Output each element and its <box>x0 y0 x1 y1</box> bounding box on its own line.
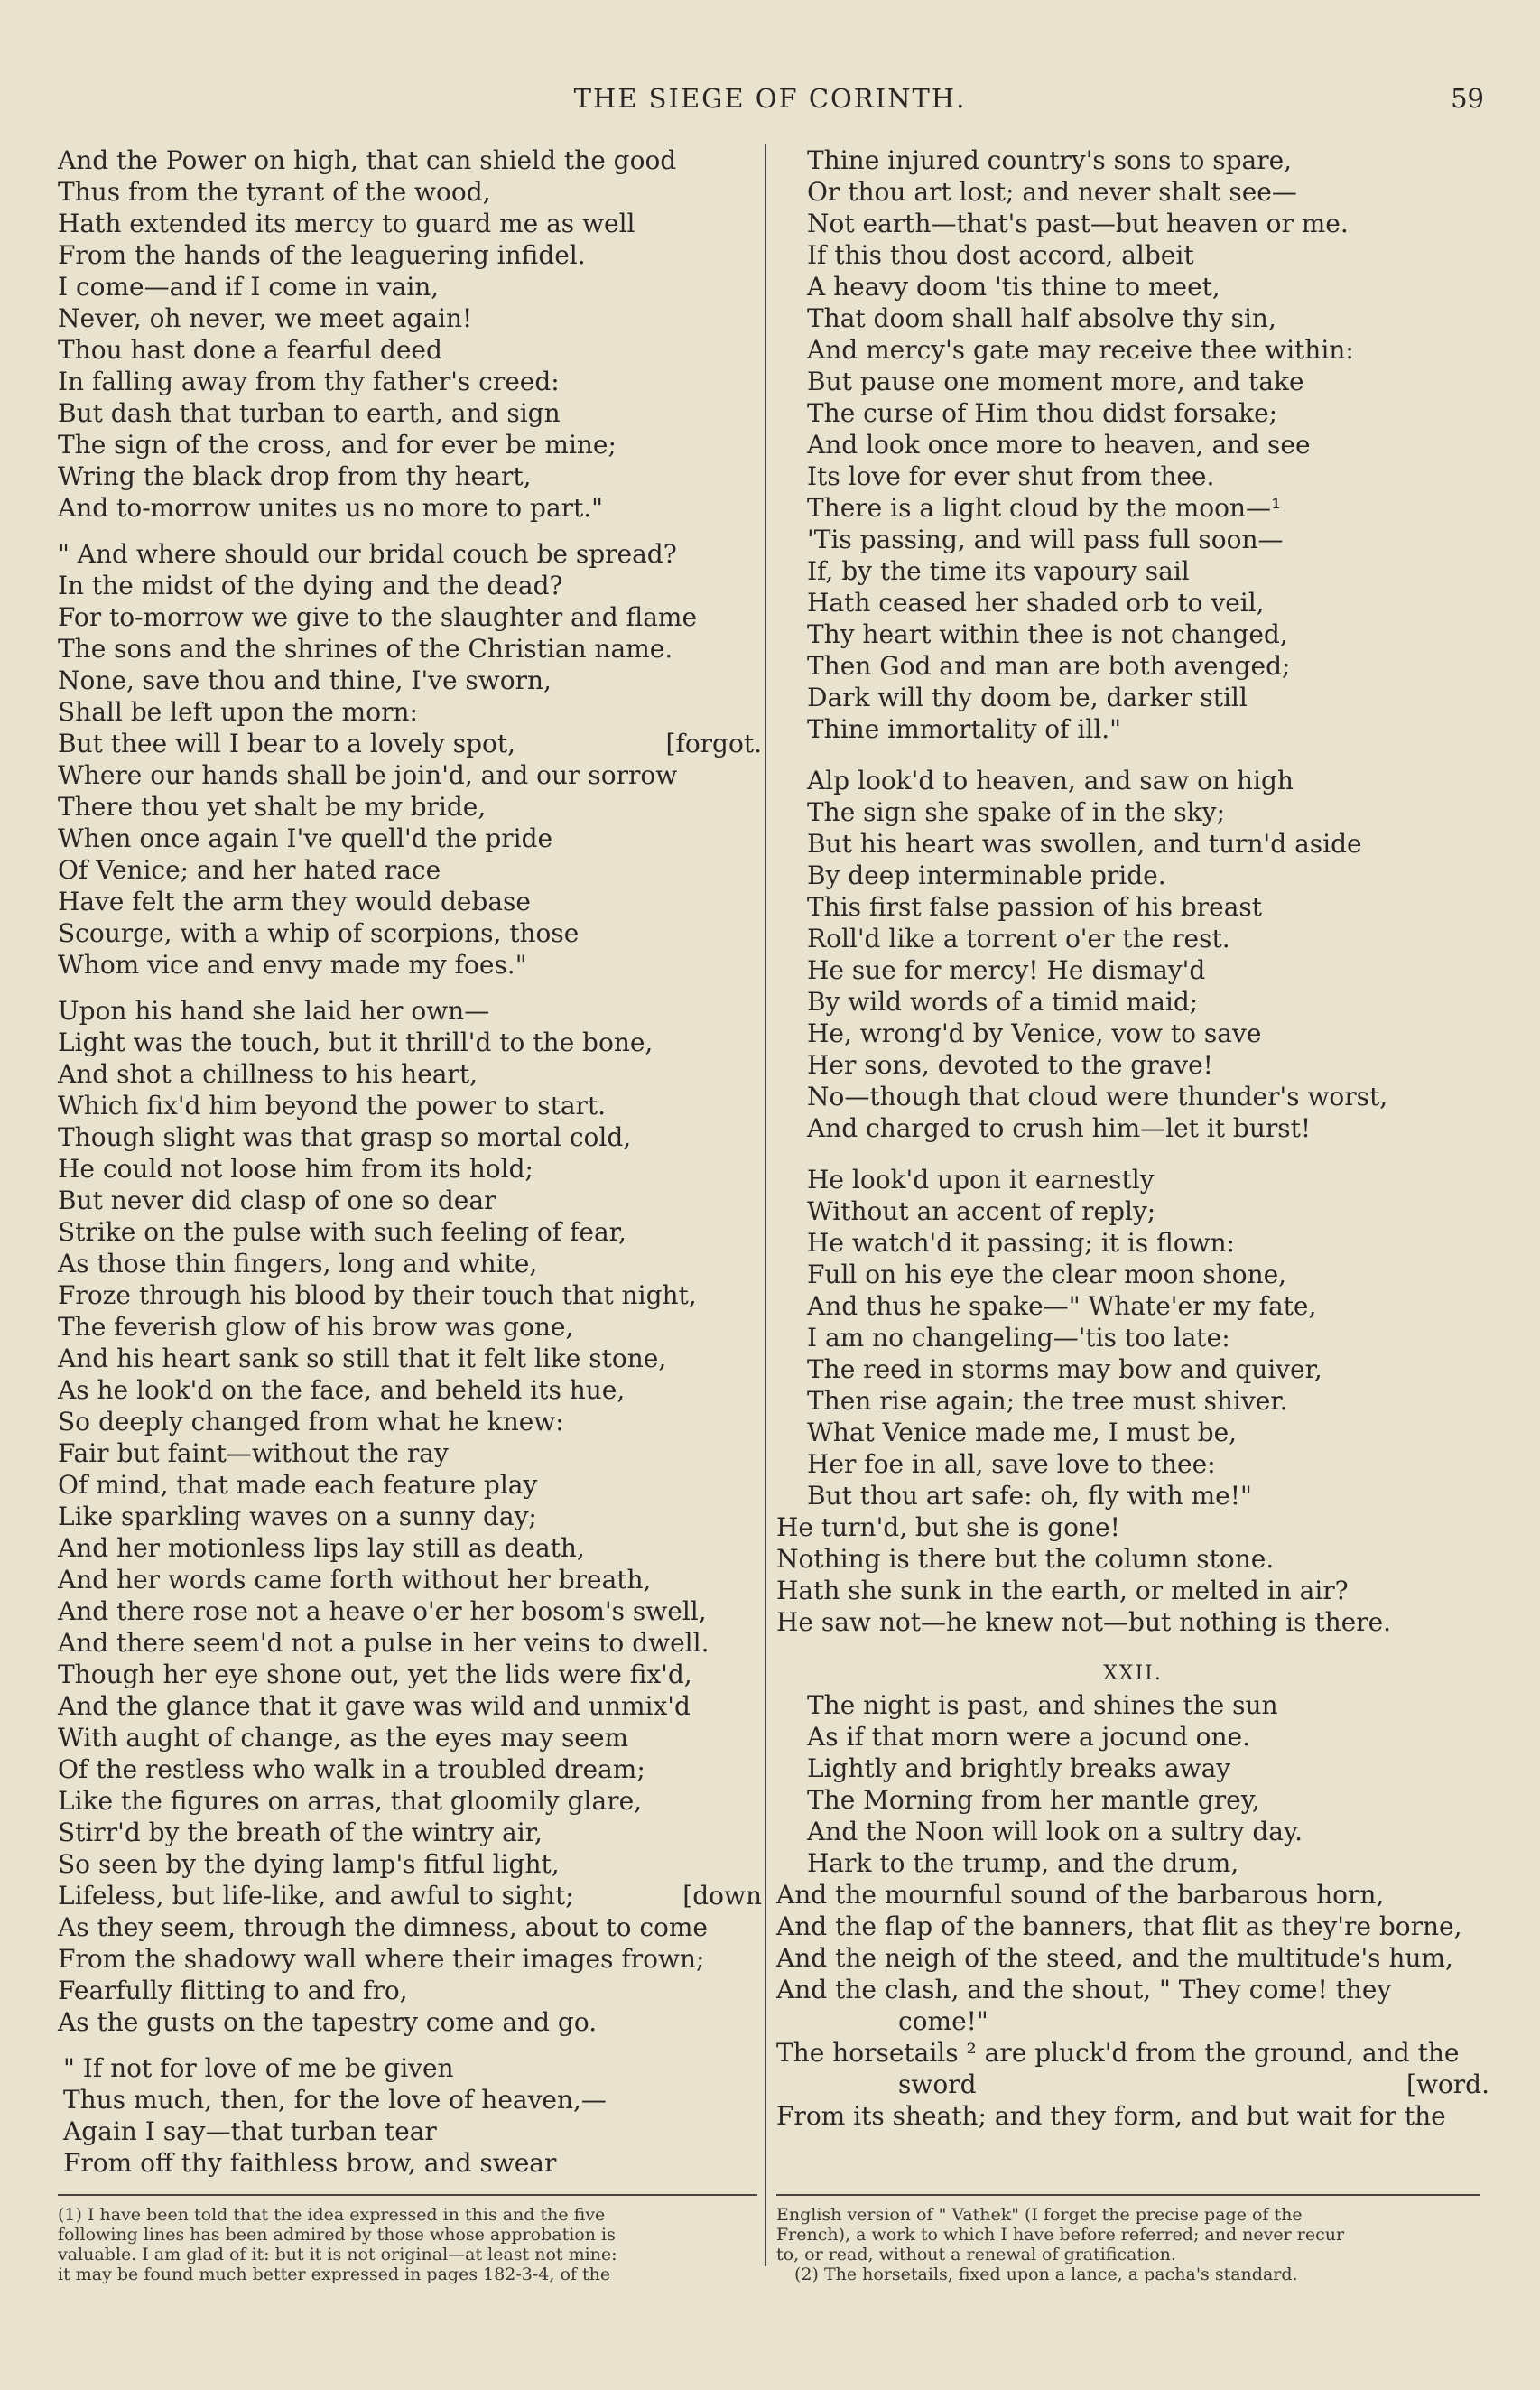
verse-line: Though slight was that grasp so mortal cold, <box>58 1122 632 1152</box>
verse-line: As he look'd on the face, and beheld its hue, <box>58 1375 626 1405</box>
verse-line: As those thin fingers, long and white, <box>58 1249 538 1279</box>
verse-line: And there rose not a heave o'er her bosom's swell, <box>58 1596 707 1626</box>
verse-line: With aught of change, as the eyes may seem <box>58 1723 629 1753</box>
verse-line: That doom shall half absolve thy sin, <box>807 303 1276 333</box>
verse-line: From off thy faithless brow, and swear <box>63 2148 557 2178</box>
verse-line: Stirr'd by the breath of the wintry air, <box>58 1818 543 1847</box>
verse-line: Like the figures on arras, that gloomily glare, <box>58 1786 643 1816</box>
verse-line: From the shadowy wall where their images frown; <box>58 1944 705 1974</box>
verse-line: 'Tis passing, and will pass full soon— <box>807 525 1284 554</box>
verse-line: No—though that cloud were thunder's worst, <box>807 1082 1388 1111</box>
verse-line: Full on his eye the clear moon shone, <box>807 1260 1287 1289</box>
footnotes-right <box>776 2205 1344 2284</box>
footnote-line: (2) The horsetails, fixed upon a lance, a pacha's standard. <box>794 2264 1298 2284</box>
verse-line: Without an accent of reply; <box>807 1196 1156 1226</box>
verse-line: Froze through his blood by their touch that night, <box>58 1280 697 1310</box>
verse-line: And look once more to heaven, and see <box>807 430 1311 460</box>
turnover-word: [forgot. <box>665 729 762 758</box>
footnote-line: following lines has been admired by those whose approbation is <box>58 2225 616 2245</box>
verse-line: The curse of Him thou didst forsake; <box>807 398 1278 428</box>
verse-line: Or thou art lost; and never shalt see— <box>807 177 1297 207</box>
verse-line: He could not loose him from its hold; <box>58 1154 533 1184</box>
verse-line: So seen by the dying lamp's fitful light, <box>58 1849 560 1879</box>
verse-line: Thy heart within thee is not changed, <box>807 619 1288 649</box>
footnote-line: valuable. I am glad of it: but it is not original—at least not mine: <box>58 2245 617 2264</box>
verse-line: And shot a chillness to his heart, <box>58 1059 478 1089</box>
verse-line: Have felt the arm they would debase <box>58 887 531 916</box>
running-title: THE SIEGE OF CORINTH. <box>573 83 967 114</box>
verse-line: But thou art safe: oh, fly with me!" <box>807 1481 1252 1511</box>
verse-line: Of the restless who walk in a troubled dream; <box>58 1754 645 1784</box>
verse-line: And thus he spake—" Whate'er my fate, <box>807 1291 1317 1321</box>
verse-line: So deeply changed from what he knew: <box>58 1407 564 1437</box>
verse-line: As they seem, through the dimness, about to come <box>58 1912 709 1942</box>
verse-line <box>58 728 762 759</box>
verse-line: Thine immortality of ill." <box>807 714 1122 744</box>
verse-line: For to-morrow we give to the slaughter and flame <box>58 602 698 632</box>
verse-line: I am no changeling—'tis too late: <box>807 1323 1230 1353</box>
page-number: 59 <box>1451 83 1484 114</box>
section-number: XXII. <box>1103 1662 1163 1685</box>
verse-line: And the neigh of the steed, and the multitude's hum, <box>776 1943 1453 1973</box>
verse-line: When once again I've quell'd the pride <box>58 823 553 853</box>
verse-line: The reed in storms may bow and quiver, <box>807 1354 1322 1384</box>
verse-line: He, wrong'd by Venice, vow to save <box>807 1018 1262 1048</box>
verse-line: And the clash, and the shout, " They come! they <box>776 1975 1392 2004</box>
verse-line: What Venice made me, I must be, <box>807 1418 1238 1447</box>
verse-line: come!" <box>898 2006 988 2036</box>
footnote-line: French), a work to which I have before referred; and never recur <box>776 2225 1345 2245</box>
verse-line: But pause one moment more, and take <box>807 367 1304 396</box>
verse-line: Thou hast done a fearful deed <box>58 335 442 365</box>
verse-line: From its sheath; and they form, and but wait for the <box>776 2101 1446 2131</box>
verse-line: Hark to the trump, and the drum, <box>807 1848 1239 1878</box>
verse-line: There is a light cloud by the moon—¹ <box>807 493 1282 523</box>
verse-line: Upon his hand she laid her own— <box>58 996 490 1026</box>
verse-line: Lightly and brightly breaks away <box>807 1753 1231 1783</box>
verse-line: And the glance that it gave was wild and unmix'd <box>58 1691 691 1721</box>
verse-line: In the midst of the dying and the dead? <box>58 571 563 600</box>
verse-line: Scourge, with a whip of scorpions, those <box>58 918 580 948</box>
verse-line: And the mournful sound of the barbarous horn, <box>776 1880 1385 1910</box>
verse-line: Whom vice and envy made my foes." <box>58 950 527 980</box>
verse-line: He watch'd it passing; it is flown: <box>807 1228 1236 1258</box>
verse-line: But never did clasp of one so dear <box>58 1186 496 1215</box>
verse-line: Nothing is there but the column stone. <box>776 1544 1275 1574</box>
verse-line: And his heart sank so still that it felt like stone, <box>58 1344 667 1373</box>
verse-text: sword <box>898 2069 977 2099</box>
verse-line: By wild words of a timid maid; <box>807 987 1199 1017</box>
turnover-word: [down <box>682 1881 762 1911</box>
verse-line: Where our hands shall be join'd, and our sorrow <box>58 760 678 790</box>
verse-line: And her motionless lips lay still as death, <box>58 1533 585 1563</box>
verse-line: Thus much, then, for the love of heaven,— <box>63 2085 607 2115</box>
verse-line: Of Venice; and her hated race <box>58 855 441 885</box>
footnote-line: it may be found much better expressed in pages 182-3-4, of the <box>58 2264 611 2284</box>
verse-line: Fearfully flitting to and fro, <box>58 1976 408 2005</box>
verse-line: Never, oh never, we meet again! <box>58 303 473 333</box>
left-column <box>58 144 762 2179</box>
verse-line: The sign of the cross, and for ever be mine; <box>58 430 617 460</box>
verse-line: In falling away from thy father's creed: <box>58 367 560 396</box>
footnote-rule <box>58 2194 757 2196</box>
verse-line: He look'd upon it earnestly <box>807 1165 1155 1195</box>
verse-line: And the flap of the banners, that flit as they're borne, <box>776 1911 1462 1941</box>
verse-line: And there seem'd not a pulse in her veins to dwell. <box>58 1628 710 1658</box>
verse-line: The feverish glow of his brow was gone, <box>58 1312 574 1342</box>
footnote-line: to, or read, without a renewal of gratification. <box>776 2245 1176 2264</box>
verse-line: He saw not—he knew not—but nothing is there. <box>776 1607 1392 1637</box>
verse-line: Then rise again; the tree must shiver. <box>807 1386 1288 1416</box>
column-divider <box>765 144 766 2266</box>
verse-text: Lifeless, but life-like, and awful to sight; <box>58 1881 574 1911</box>
verse-line: And her words came forth without her breath, <box>58 1565 652 1595</box>
footnotes-left <box>58 2205 617 2284</box>
verse-line: As the gusts on the tapestry come and go. <box>58 2007 598 2037</box>
verse-line: Roll'd like a torrent o'er the rest. <box>807 924 1230 953</box>
verse-line: There thou yet shalt be my bride, <box>58 792 487 822</box>
verse-line: The sons and the shrines of the Christian name. <box>58 634 673 664</box>
verse-line: Fair but faint—without the ray <box>58 1438 449 1468</box>
verse-line <box>58 1880 762 1911</box>
verse-line: Hath extended its mercy to guard me as well <box>58 209 635 238</box>
verse-line: Which fix'd him beyond the power to start. <box>58 1091 607 1121</box>
page-header <box>0 83 1540 119</box>
footnote-line: English version of " Vathek" (I forget the precise page of the <box>776 2205 1303 2225</box>
verse-line: Of mind, that made each feature play <box>58 1470 538 1500</box>
verse-line: This first false passion of his breast <box>807 892 1263 922</box>
verse-line: But his heart was swollen, and turn'd aside <box>807 829 1362 859</box>
verse-line: Again I say—that turban tear <box>63 2116 437 2146</box>
verse-line: As if that morn were a jocund one. <box>807 1722 1251 1752</box>
verse-line: From the hands of the leaguering infidel. <box>58 240 586 270</box>
verse-line: Shall be left upon the morn: <box>58 697 418 727</box>
verse-line: I come—and if I come in vain, <box>58 272 440 302</box>
verse-line: Though her eye shone out, yet the lids were fix'd, <box>58 1660 692 1689</box>
verse-line: He turn'd, but she is gone! <box>776 1512 1120 1542</box>
verse-line: The Morning from her mantle grey, <box>807 1785 1260 1815</box>
verse-line: The night is past, and shines the sun <box>807 1690 1278 1720</box>
verse-line: Thus from the tyrant of the wood, <box>58 177 491 207</box>
verse-line: Dark will thy doom be, darker still <box>807 683 1248 712</box>
verse-line: " And where should our bridal couch be spread? <box>58 539 677 569</box>
verse-line: Not earth—that's past—but heaven or me. <box>807 209 1349 238</box>
verse-line: But dash that turban to earth, and sign <box>58 398 561 428</box>
verse-line: A heavy doom 'tis thine to meet, <box>807 272 1220 302</box>
verse-line: If, by the time its vapoury sail <box>807 556 1190 586</box>
verse-text: But thee will I bear to a lovely spot, <box>58 729 516 758</box>
verse-line: None, save thou and thine, I've sworn, <box>58 665 552 695</box>
verse-line: " If not for love of me be given <box>63 2053 454 2083</box>
verse-line: And the Power on high, that can shield the good <box>58 145 677 175</box>
verse-line: And charged to crush him—let it burst! <box>807 1113 1312 1143</box>
verse-line: And to-morrow unites us no more to part." <box>58 493 604 523</box>
footnote-line: (1) I have been told that the idea expressed in this and the five <box>58 2205 606 2225</box>
verse-line: Hath ceased her shaded orb to veil, <box>807 588 1265 618</box>
verse-line: Like sparkling waves on a sunny day; <box>58 1502 537 1531</box>
verse-line: Hath she sunk in the earth, or melted in air? <box>776 1576 1349 1605</box>
verse-line: Light was the touch, but it thrill'd to the bone, <box>58 1028 654 1057</box>
footnote-rule <box>776 2194 1480 2196</box>
verse-line: He sue for mercy! He dismay'd <box>807 955 1206 985</box>
verse-line: Wring the black drop from thy heart, <box>58 461 532 491</box>
verse-line: Her foe in all, save love to thee: <box>807 1449 1216 1479</box>
verse-line: Its love for ever shut from thee. <box>807 461 1215 491</box>
verse-line: The horsetails ² are pluck'd from the ground, and the <box>776 2038 1460 2068</box>
verse-line: Strike on the pulse with such feeling of fear, <box>58 1217 626 1247</box>
verse-line: And mercy's gate may receive thee within: <box>807 335 1354 365</box>
verse-line: If this thou dost accord, albeit <box>807 240 1194 270</box>
verse-line: By deep interminable pride. <box>807 860 1166 890</box>
turnover-word: [word. <box>1406 2069 1489 2099</box>
verse-line: And the Noon will look on a sultry day. <box>807 1817 1303 1846</box>
verse-line: Thine injured country's sons to spare, <box>807 145 1293 175</box>
verse-line: The sign she spake of in the sky; <box>807 797 1226 827</box>
verse-line: Her sons, devoted to the grave! <box>807 1050 1213 1080</box>
verse-line: Then God and man are both avenged; <box>807 651 1291 681</box>
verse-line: Alp look'd to heaven, and saw on high <box>807 766 1294 795</box>
verse-line <box>776 2069 1489 2100</box>
right-column <box>776 144 1489 2132</box>
